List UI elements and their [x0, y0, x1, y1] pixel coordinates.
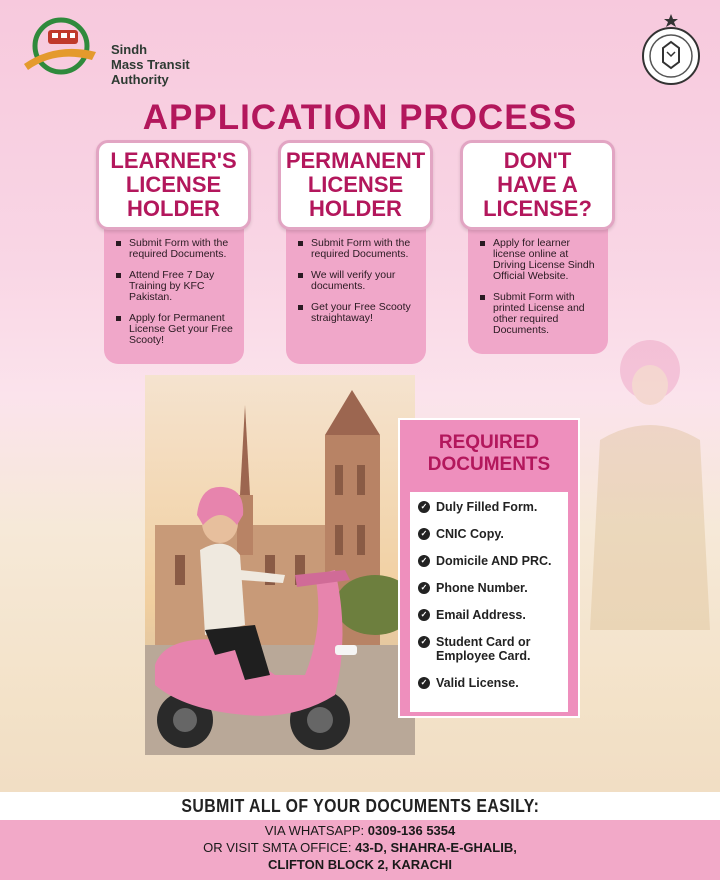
list-item: Submit Form with printed License and other required Documents.: [480, 292, 600, 336]
background-rider-image: [580, 330, 720, 630]
list-item: Apply for Permanent License Get your Free Scooty!: [116, 313, 236, 346]
office-line-2: [0, 856, 720, 873]
column-permanent-license: [278, 140, 433, 380]
logo-text: [111, 42, 190, 87]
check-circle-icon: ✓: [418, 677, 430, 689]
list-item: [418, 635, 564, 663]
check-circle-icon: ✓: [418, 528, 430, 540]
logo-line-2: Mass Transit: [111, 57, 190, 72]
office-address-1: 43-D, SHAHRA-E-GHALIB,: [355, 840, 517, 855]
check-circle-icon: ✓: [418, 636, 430, 648]
doc-label: Domicile AND PRC.: [436, 554, 552, 568]
column-body: [104, 224, 244, 364]
required-documents-panel: [398, 418, 580, 718]
check-circle-icon: ✓: [418, 555, 430, 567]
government-seal-icon: [636, 12, 706, 88]
doc-label: Email Address.: [436, 608, 526, 622]
column-body: [286, 224, 426, 364]
footer-contact: [0, 820, 720, 880]
list-item: Get your Free Scooty straightaway!: [298, 302, 418, 324]
footer-headline-bar: [0, 792, 720, 820]
list-item: We will verify your documents.: [298, 270, 418, 292]
smta-logo: [16, 12, 216, 92]
column-heading: LEARNER'S LICENSE HOLDER: [96, 140, 251, 230]
doc-label: Duly Filled Form.: [436, 500, 538, 514]
list-item: Apply for learner license online at Driving License Sindh Official Website.: [480, 238, 600, 282]
doc-label: Valid License.: [436, 676, 519, 690]
footer-headline: SUBMIT ALL OF YOUR DOCUMENTS EASILY:: [181, 796, 539, 816]
office-address-2: CLIFTON BLOCK 2, KARACHI: [268, 857, 452, 872]
smta-emblem-icon: [16, 12, 106, 82]
whatsapp-label: VIA WHATSAPP:: [264, 823, 368, 838]
column-heading: PERMANENT LICENSE HOLDER: [278, 140, 433, 230]
sindh-government-emblem: [636, 12, 706, 88]
doc-label: Phone Number.: [436, 581, 528, 595]
logo-line-3: Authority: [111, 72, 169, 87]
list-item: [418, 581, 564, 595]
column-heading: DON'T HAVE A LICENSE?: [460, 140, 615, 230]
list-item: Submit Form with the required Documents.: [298, 238, 418, 260]
check-circle-icon: ✓: [418, 609, 430, 621]
list-item: [418, 676, 564, 690]
whatsapp-number[interactable]: 0309-136 5354: [367, 823, 456, 838]
required-documents-title: [400, 432, 578, 476]
list-item: Attend Free 7 Day Training by KFC Pakistan.: [116, 270, 236, 303]
whatsapp-line: [0, 822, 720, 839]
doc-label: Student Card or Employee Card.: [436, 635, 531, 663]
column-learners-license: [96, 140, 251, 380]
rider-scooter-image: [145, 375, 415, 755]
office-line: [0, 839, 720, 856]
office-label: OR VISIT SMTA OFFICE:: [203, 840, 356, 855]
docs-title-line-1: REQUIRED: [438, 432, 540, 453]
list-item: [418, 527, 564, 541]
check-circle-icon: ✓: [418, 582, 430, 594]
logo-line-1: Sindh: [111, 42, 148, 57]
doc-label: CNIC Copy.: [436, 527, 504, 541]
list-item: [418, 608, 564, 622]
list-item: Submit Form with the required Documents.: [116, 238, 236, 260]
required-documents-list: [410, 492, 568, 712]
docs-title-line-2: DOCUMENTS: [427, 454, 551, 475]
list-item: [418, 554, 564, 568]
page-title: APPLICATION PROCESS: [142, 98, 578, 137]
check-circle-icon: ✓: [418, 501, 430, 513]
list-item: [418, 500, 564, 514]
